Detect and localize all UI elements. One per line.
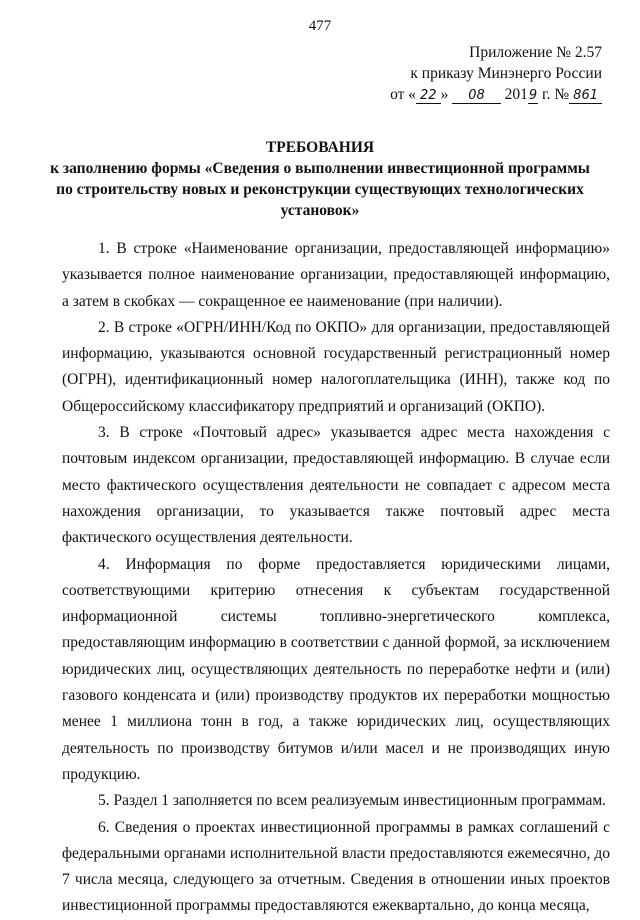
paragraph: 4. Информация по форме предоставляется юридическими лицами, соответствующими критерию отнесения к субъектам государственной информационной системы топливно-энергетического комплекса, предоставляющим информацию в соответствии с данной формой, за исключением юридических лиц, осуществляющих деятельность по переработке нефти и (или) газового конденсата и (или) производству продуктов их переработки мощностью менее 1 миллиона тонн в год, а также юридических лиц, осуществляющих деятельность по производству битумов и/или масел и не производящих иную продукцию. (62, 555, 610, 783)
handwritten-year-digit: 9 (528, 88, 538, 103)
paragraph: 2. В строке «ОГРН/ИНН/Код по ОКПО» для организации, предоставляющей информацию, указываются основной государственный регистрационный номер (ОГРН), идентификационный номер налогоплательщика (ИНН), также код по Общероссийскому классификатору предприятий и организаций (ОКПО). (62, 318, 610, 415)
title-heading: ТРЕБОВАНИЯ (265, 139, 375, 156)
appendix-header (390, 42, 602, 105)
document-body (62, 236, 610, 920)
appendix-order-ref: к приказу Минэнерго России (410, 65, 602, 82)
paragraph: 5. Раздел 1 заполняется по всем реализуемым инвестиционным программам. (98, 792, 607, 810)
handwritten-order-number: 861 (569, 88, 602, 104)
paragraph: 6. Сведения о проектах инвестиционной программы в рамках соглашений с федеральными органами исполнительной власти предоставляются ежемесячно, до 7 числа месяца, следующего за отчетным. Сведения в отношении иных проектов инвестиционной программы предоставляются ежеквартально, до конца месяца, (62, 818, 610, 915)
paragraph: 1. В строке «Наименование организации, предоставляющей информацию» указывается полное наименование организации, предоставляющей информацию, а затем в скобках — сокращенное ее наименование (при наличии). (62, 240, 610, 310)
appendix-date-line (390, 84, 602, 105)
handwritten-month: 08 (452, 88, 501, 104)
document-title (40, 137, 600, 221)
date-mid: » (440, 86, 449, 103)
year-suffix: г. № (538, 86, 570, 103)
date-prefix: от « (390, 86, 417, 103)
handwritten-day: 22 (416, 88, 441, 104)
title-subtitle: к заполнению формы «Сведения о выполнении инвестиционной программы по строительству новых и реконструкции существующих технологических установок» (50, 160, 590, 219)
year-prefix: 201 (504, 86, 528, 103)
page-number: 477 (308, 18, 332, 34)
paragraph: 3. В строке «Почтовый адрес» указывается адрес места нахождения с почтовым индексом организации, предоставляющей информацию. В случае если место фактического осуществления деятельности не совпадает с адресом места нахождения организации, то указывается также почтовый адрес места фактического осуществления деятельности. (62, 424, 610, 547)
appendix-title: Приложение № 2.57 (469, 44, 602, 61)
